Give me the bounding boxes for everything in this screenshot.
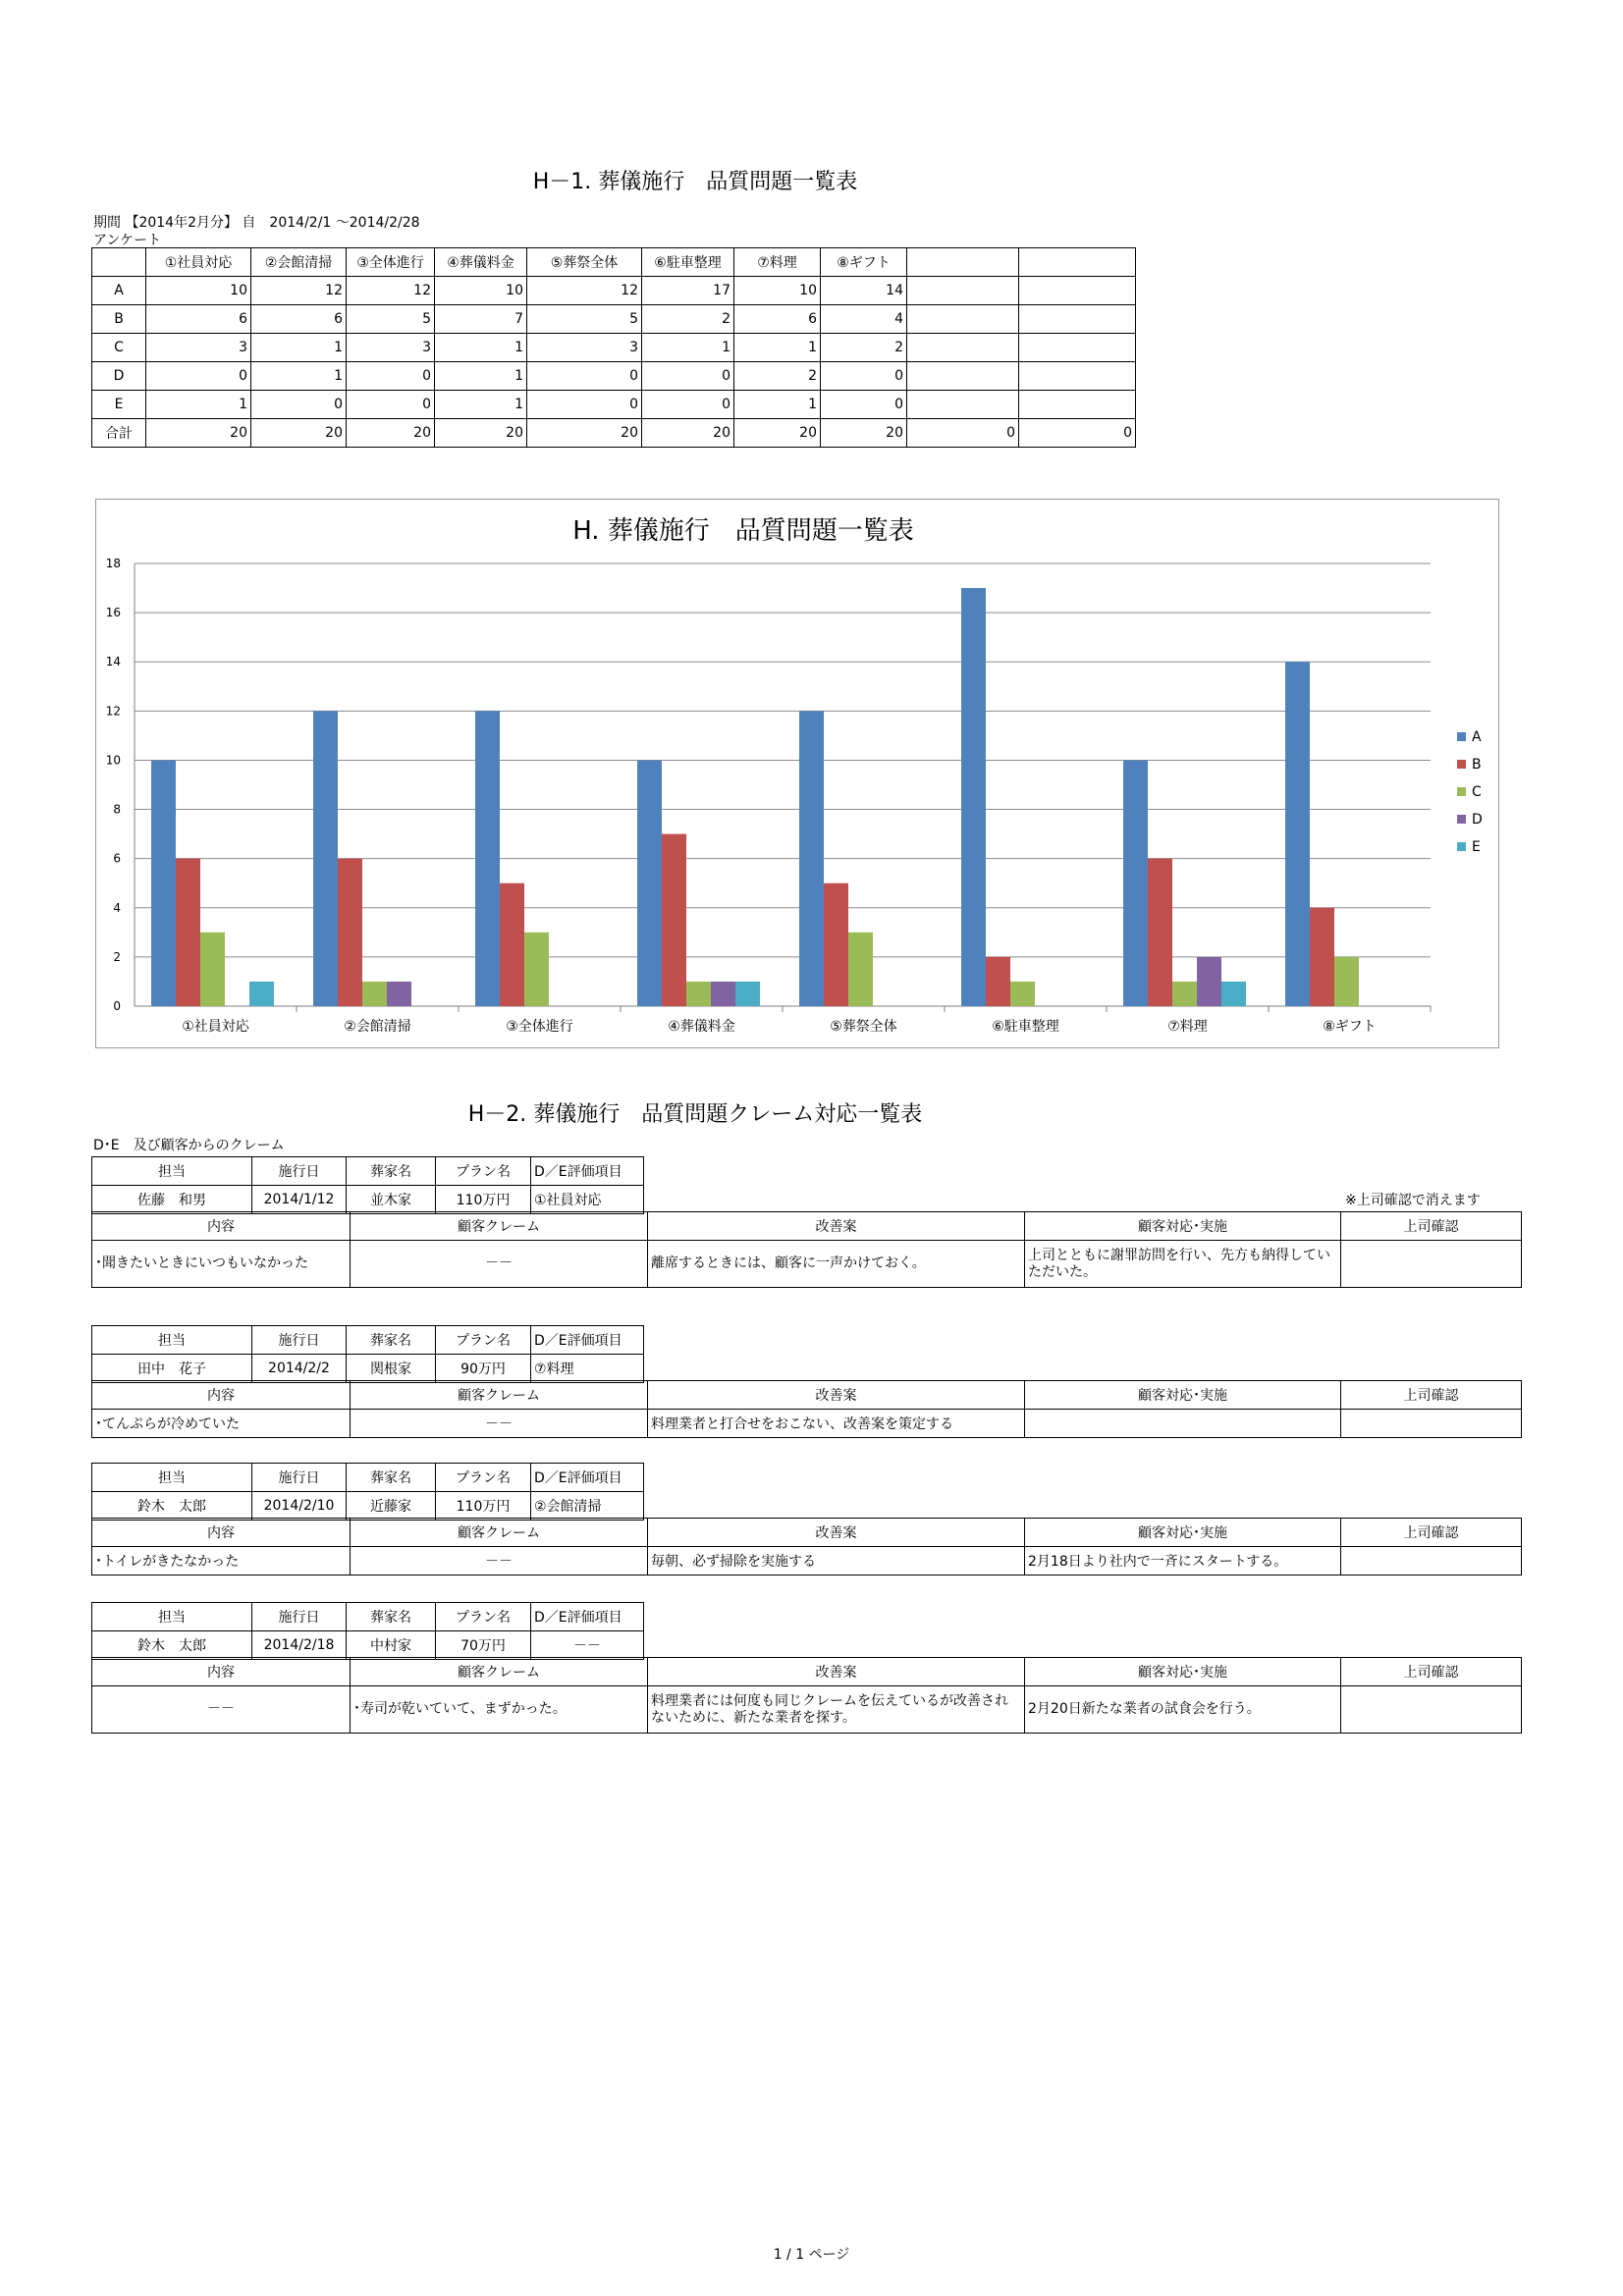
y-tick-label: 12: [105, 704, 121, 719]
survey-cell: 0: [642, 391, 734, 419]
bar-B: [1310, 908, 1334, 1006]
survey-cell: 6: [251, 305, 347, 334]
survey-col-header: ①社員対応: [146, 248, 251, 277]
detail-label-improve: 改善案: [648, 1519, 1025, 1547]
x-tick-label: ②会館清掃: [344, 1019, 411, 1035]
x-tick-label: ⑤葬祭全体: [830, 1019, 897, 1035]
section-sub-label: D･E 及び顧客からのクレーム: [93, 1138, 285, 1153]
survey-cell: [1019, 334, 1136, 362]
record-plan: 110万円: [436, 1186, 531, 1214]
survey-col-header: ⑧ギフト: [821, 248, 907, 277]
record-content: ･トイレがきたなかった: [92, 1547, 351, 1575]
record-tanto: 鈴木 太郎: [92, 1492, 252, 1521]
survey-cell: 0: [251, 391, 347, 419]
survey-col-header: ⑥駐車整理: [642, 248, 734, 277]
survey-cell: 0: [527, 362, 642, 391]
head-label-tanto: 担当: [92, 1157, 252, 1186]
bar-C: [200, 933, 225, 1006]
record-tanto: 田中 花子: [92, 1355, 252, 1383]
detail-label-claim: 顧客クレーム: [351, 1381, 648, 1410]
page-footer: 1 / 1 ページ: [773, 2247, 850, 2263]
bar-A: [799, 711, 824, 1006]
bar-C: [848, 933, 873, 1006]
detail-label-content: 内容: [92, 1519, 351, 1547]
detail-label-response: 顧客対応･実施: [1025, 1381, 1341, 1410]
survey-row: [92, 277, 1136, 305]
head-label-date: 施行日: [252, 1464, 347, 1492]
survey-cell: 10: [734, 277, 821, 305]
survey-cell: 0: [821, 391, 907, 419]
survey-cell: 12: [251, 277, 347, 305]
y-tick-label: 2: [113, 949, 121, 964]
record-claim: －－: [351, 1410, 648, 1438]
survey-cell: 1: [734, 391, 821, 419]
detail-label-response: 顧客対応･実施: [1025, 1212, 1341, 1241]
survey-col-header: ⑤葬祭全体: [527, 248, 642, 277]
page-title: H－1. 葬儀施行 品質問題一覧表: [532, 170, 858, 194]
head-label-family: 葬家名: [347, 1326, 436, 1355]
survey-col-header: ④葬儀料金: [435, 248, 527, 277]
survey-cell: 0: [347, 391, 435, 419]
bar-D: [1197, 957, 1221, 1006]
bar-A: [151, 760, 176, 1006]
detail-label-content: 内容: [92, 1381, 351, 1410]
record-response: [1025, 1410, 1341, 1438]
survey-cell: [907, 391, 1019, 419]
detail-label-improve: 改善案: [648, 1658, 1025, 1686]
survey-cell: 1: [251, 362, 347, 391]
record-claim: －－: [351, 1547, 648, 1575]
record-eval: ①社員対応: [531, 1186, 644, 1214]
survey-cell: 1: [435, 334, 527, 362]
survey-cell: 17: [642, 277, 734, 305]
bar-C: [1334, 957, 1359, 1006]
y-tick-label: 16: [105, 606, 121, 620]
head-label-tanto: 担当: [92, 1326, 252, 1355]
survey-cell: 1: [146, 391, 251, 419]
detail-label-improve: 改善案: [648, 1212, 1025, 1241]
survey-cell: [1019, 362, 1136, 391]
head-label-family: 葬家名: [347, 1603, 436, 1631]
record-head-table: [91, 1325, 644, 1383]
head-label-date: 施行日: [252, 1326, 347, 1355]
legend-swatch: [1457, 760, 1466, 769]
head-label-date: 施行日: [252, 1157, 347, 1186]
record-content: ･聞きたいときにいつもいなかった: [92, 1241, 351, 1288]
survey-cell: 2: [821, 334, 907, 362]
head-label-date: 施行日: [252, 1603, 347, 1631]
detail-label-boss: 上司確認: [1341, 1381, 1522, 1410]
survey-cell: 6: [146, 305, 251, 334]
detail-label-claim: 顧客クレーム: [351, 1212, 648, 1241]
x-tick-label: ⑥駐車整理: [992, 1019, 1059, 1035]
survey-cell: [1019, 277, 1136, 305]
bar-A: [961, 588, 986, 1006]
record-boss: [1341, 1686, 1522, 1734]
record-plan: 90万円: [436, 1355, 531, 1383]
bar-A: [475, 711, 500, 1006]
supervisor-note: ※上司確認で消えます: [1345, 1193, 1481, 1208]
survey-cell: 0: [821, 362, 907, 391]
y-tick-label: 4: [113, 900, 121, 915]
y-tick-label: 0: [113, 999, 121, 1013]
survey-row: [92, 391, 1136, 419]
survey-cell: 20: [821, 419, 907, 448]
survey-cell: [1019, 305, 1136, 334]
survey-corner-cell: [92, 248, 146, 277]
bar-D: [711, 982, 735, 1006]
record-response: 上司とともに謝罪訪問を行い、先方も納得していただいた。: [1025, 1241, 1341, 1288]
survey-cell: 14: [821, 277, 907, 305]
head-label-tanto: 担当: [92, 1603, 252, 1631]
head-label-eval: D／E評価項目: [531, 1603, 644, 1631]
period-text: 期間 【2014年2月分】 自 2014/2/1 ～2014/2/28: [93, 215, 420, 231]
bar-B: [986, 957, 1010, 1006]
x-tick-label: ⑧ギフト: [1323, 1019, 1377, 1035]
record-response: 2月20日新たな業者の試食会を行う。: [1025, 1686, 1341, 1734]
survey-row-label: E: [92, 391, 146, 419]
survey-total-row: [92, 419, 1136, 448]
survey-cell: 3: [146, 334, 251, 362]
head-label-plan: プラン名: [436, 1603, 531, 1631]
survey-cell: 1: [251, 334, 347, 362]
bar-B: [662, 834, 686, 1006]
survey-cell: [907, 362, 1019, 391]
survey-cell: 5: [527, 305, 642, 334]
bar-B: [824, 883, 848, 1006]
record-family: 近藤家: [347, 1492, 436, 1521]
record-plan: 110万円: [436, 1492, 531, 1521]
survey-cell: 12: [527, 277, 642, 305]
record-detail-table: [91, 1657, 1522, 1734]
head-label-plan: プラン名: [436, 1157, 531, 1186]
legend-swatch: [1457, 815, 1466, 824]
survey-cell: 10: [146, 277, 251, 305]
bar-B: [500, 883, 524, 1006]
survey-cell: 1: [734, 334, 821, 362]
detail-label-boss: 上司確認: [1341, 1519, 1522, 1547]
head-label-tanto: 担当: [92, 1464, 252, 1492]
survey-row: [92, 362, 1136, 391]
survey-cell: 0: [146, 362, 251, 391]
survey-row-label: C: [92, 334, 146, 362]
survey-cell: [907, 334, 1019, 362]
survey-col-header: ⑦料理: [734, 248, 821, 277]
survey-col-header: [1019, 248, 1136, 277]
record-head-table: [91, 1156, 644, 1214]
record-content: ･てんぷらが冷めていた: [92, 1410, 351, 1438]
bar-C: [1010, 982, 1035, 1006]
record-improve: 離席するときには、顧客に一声かけておく。: [648, 1241, 1025, 1288]
survey-cell: 20: [251, 419, 347, 448]
survey-cell: 1: [435, 391, 527, 419]
head-label-family: 葬家名: [347, 1157, 436, 1186]
record-family: 中村家: [347, 1631, 436, 1660]
survey-cell: 0: [907, 419, 1019, 448]
legend-label: E: [1472, 839, 1481, 855]
survey-cell: [1019, 391, 1136, 419]
survey-cell: 3: [527, 334, 642, 362]
survey-cell: 20: [146, 419, 251, 448]
survey-header-row: [92, 248, 1136, 277]
x-tick-label: ③全体進行: [506, 1019, 573, 1035]
survey-row-label: A: [92, 277, 146, 305]
legend-swatch: [1457, 787, 1466, 796]
survey-cell: 5: [347, 305, 435, 334]
survey-cell: 7: [435, 305, 527, 334]
bar-E: [1221, 982, 1246, 1006]
bar-A: [1123, 760, 1148, 1006]
survey-label: アンケート: [93, 233, 162, 248]
survey-cell: 20: [347, 419, 435, 448]
legend-label: C: [1472, 784, 1482, 800]
survey-cell: 1: [642, 334, 734, 362]
survey-col-header: ③全体進行: [347, 248, 435, 277]
record-claim: ･寿司が乾いていて、まずかった。: [351, 1686, 648, 1734]
survey-cell: 0: [642, 362, 734, 391]
record-boss: [1341, 1241, 1522, 1288]
detail-label-boss: 上司確認: [1341, 1658, 1522, 1686]
survey-cell: 2: [642, 305, 734, 334]
detail-label-boss: 上司確認: [1341, 1212, 1522, 1241]
survey-cell: [907, 277, 1019, 305]
record-eval: －－: [531, 1631, 644, 1660]
survey-col-header: [907, 248, 1019, 277]
bar-C: [686, 982, 711, 1006]
detail-label-content: 内容: [92, 1658, 351, 1686]
survey-cell: [907, 305, 1019, 334]
legend-swatch: [1457, 842, 1466, 851]
head-label-plan: プラン名: [436, 1464, 531, 1492]
survey-cell: 10: [435, 277, 527, 305]
record-detail-table: [91, 1518, 1522, 1575]
record-tanto: 鈴木 太郎: [92, 1631, 252, 1660]
bar-E: [249, 982, 274, 1006]
detail-label-content: 内容: [92, 1212, 351, 1241]
head-label-eval: D／E評価項目: [531, 1326, 644, 1355]
legend-label: B: [1472, 757, 1482, 773]
bar-B: [338, 859, 362, 1006]
record-boss: [1341, 1410, 1522, 1438]
record-claim: －－: [351, 1241, 648, 1288]
x-tick-label: ⑦料理: [1167, 1019, 1208, 1035]
survey-cell: 6: [734, 305, 821, 334]
survey-row: [92, 305, 1136, 334]
survey-row-label: D: [92, 362, 146, 391]
legend-label: A: [1472, 729, 1482, 745]
survey-row-label: B: [92, 305, 146, 334]
head-label-plan: プラン名: [436, 1326, 531, 1355]
survey-cell: 12: [347, 277, 435, 305]
bar-C: [524, 933, 549, 1006]
section-title-claims: H－2. 葬儀施行 品質問題クレーム対応一覧表: [467, 1102, 923, 1127]
bar-E: [735, 982, 760, 1006]
record-head-table: [91, 1602, 644, 1660]
survey-cell: 0: [527, 391, 642, 419]
bar-A: [1285, 662, 1310, 1006]
record-improve: 料理業者には何度も同じクレームを伝えているが改善されないために、新たな業者を探す。: [648, 1686, 1025, 1734]
record-improve: 毎朝、必ず掃除を実施する: [648, 1547, 1025, 1575]
record-boss: [1341, 1547, 1522, 1575]
bar-A: [313, 711, 338, 1006]
record-eval: ⑦料理: [531, 1355, 644, 1383]
head-label-eval: D／E評価項目: [531, 1157, 644, 1186]
record-content: －－: [92, 1686, 351, 1734]
y-tick-label: 18: [105, 557, 121, 570]
bar-A: [637, 760, 662, 1006]
detail-label-response: 顧客対応･実施: [1025, 1658, 1341, 1686]
y-tick-label: 14: [105, 655, 121, 669]
record-date: 2014/1/12: [252, 1186, 347, 1214]
record-family: 並木家: [347, 1186, 436, 1214]
survey-cell: 0: [1019, 419, 1136, 448]
record-family: 関根家: [347, 1355, 436, 1383]
record-detail-table: [91, 1211, 1522, 1288]
bar-D: [387, 982, 411, 1006]
bar-C: [1172, 982, 1197, 1006]
survey-cell: 0: [347, 362, 435, 391]
y-tick-label: 6: [113, 851, 121, 866]
detail-label-response: 顧客対応･実施: [1025, 1519, 1341, 1547]
bar-B: [176, 859, 200, 1006]
detail-label-claim: 顧客クレーム: [351, 1519, 648, 1547]
record-eval: ②会館清掃: [531, 1492, 644, 1521]
record-date: 2014/2/18: [252, 1631, 347, 1660]
record-date: 2014/2/10: [252, 1492, 347, 1521]
record-date: 2014/2/2: [252, 1355, 347, 1383]
survey-cell: 3: [347, 334, 435, 362]
legend-swatch: [1457, 732, 1466, 741]
bar-chart: [95, 499, 1499, 1048]
record-improve: 料理業者と打合せをおこない、改善案を策定する: [648, 1410, 1025, 1438]
survey-table: [91, 247, 1136, 448]
survey-cell: 1: [435, 362, 527, 391]
record-head-table: [91, 1463, 644, 1521]
bar-B: [1148, 859, 1172, 1006]
survey-col-header: ②会館清掃: [251, 248, 347, 277]
survey-row: [92, 334, 1136, 362]
legend-label: D: [1472, 812, 1483, 828]
survey-cell: 20: [734, 419, 821, 448]
survey-cell: 20: [435, 419, 527, 448]
record-response: 2月18日より社内で一斉にスタートする。: [1025, 1547, 1341, 1575]
bar-C: [362, 982, 387, 1006]
detail-label-claim: 顧客クレーム: [351, 1658, 648, 1686]
x-tick-label: ①社員対応: [182, 1019, 249, 1035]
head-label-eval: D／E評価項目: [531, 1464, 644, 1492]
survey-cell: 20: [527, 419, 642, 448]
survey-cell: 2: [734, 362, 821, 391]
survey-row-label: 合計: [92, 419, 146, 448]
record-tanto: 佐藤 和男: [92, 1186, 252, 1214]
y-tick-label: 10: [105, 753, 121, 768]
record-plan: 70万円: [436, 1631, 531, 1660]
x-tick-label: ④葬儀料金: [668, 1019, 735, 1035]
y-tick-label: 8: [113, 802, 121, 817]
survey-cell: 20: [642, 419, 734, 448]
survey-cell: 4: [821, 305, 907, 334]
head-label-family: 葬家名: [347, 1464, 436, 1492]
chart-title: H. 葬儀施行 品質問題一覧表: [572, 516, 914, 546]
detail-label-improve: 改善案: [648, 1381, 1025, 1410]
record-detail-table: [91, 1380, 1522, 1438]
